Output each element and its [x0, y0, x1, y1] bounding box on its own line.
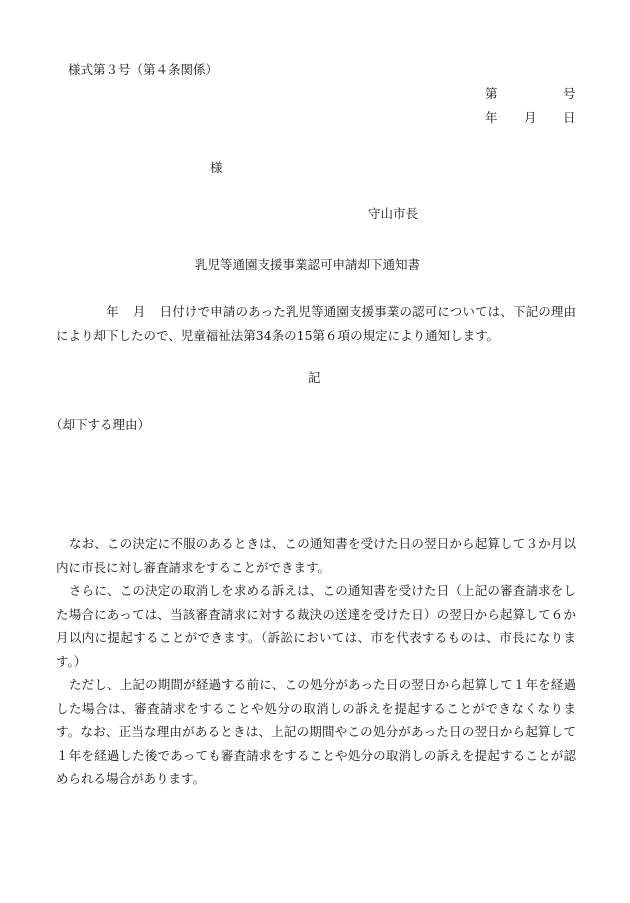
body-month: 月: [132, 304, 146, 319]
date-year: 年: [485, 110, 498, 125]
date-day: 日: [563, 110, 576, 125]
doc-number-suffix: 号: [563, 86, 576, 101]
body-year: 年: [106, 304, 119, 319]
addressee-suffix: 様: [210, 160, 223, 175]
body-paragraph: [56, 300, 576, 347]
ki-heading: 記: [308, 370, 321, 385]
doc-number-prefix: 第: [485, 86, 498, 101]
document-title: 乳児等通園支援事業認可申請却下通知書: [195, 257, 421, 272]
date-month: 月: [524, 110, 537, 125]
note-paragraph-3: ただし、上記の期間が経過する前に、この処分があった日の翌日から起算して１年を経過した場合は、審査請求をすることや処分の取消しの訴えを提起することができなくなります。なお、正当な理由があるときは、上記の期間やこの処分があった日の翌日から起算して１年を経過した後であっても審査請求をすることや処分の取消しの訴えを提起することが認められる場合があります。: [56, 677, 576, 786]
issuer-name: 守山市長: [368, 206, 419, 221]
note-paragraph-1: なお、この決定に不服のあるときは、この通知書を受けた日の翌日から起算して３か月以内に市長に対し審査請求をすることができます。: [56, 536, 576, 575]
reason-heading: （却下する理由）: [50, 417, 151, 432]
form-label: 様式第３号（第４条関係）: [68, 62, 219, 77]
note-paragraph-2: さらに、この決定の取消しを求める訴えは、この通知書を受けた日（上記の審査請求をした場合にあっては、当該審査請求に対する裁決の送達を受けた日）の翌日から起算して６か月以内に提起することができます。（訴訟においては、市を代表するものは、市長になります。）: [56, 583, 576, 669]
body-text: 日付けで申請のあった乳児等通園支援事業の認可については、下記の理由により却下したので、児童福祉法第34条の15第６項の規定により通知します。: [56, 304, 576, 343]
